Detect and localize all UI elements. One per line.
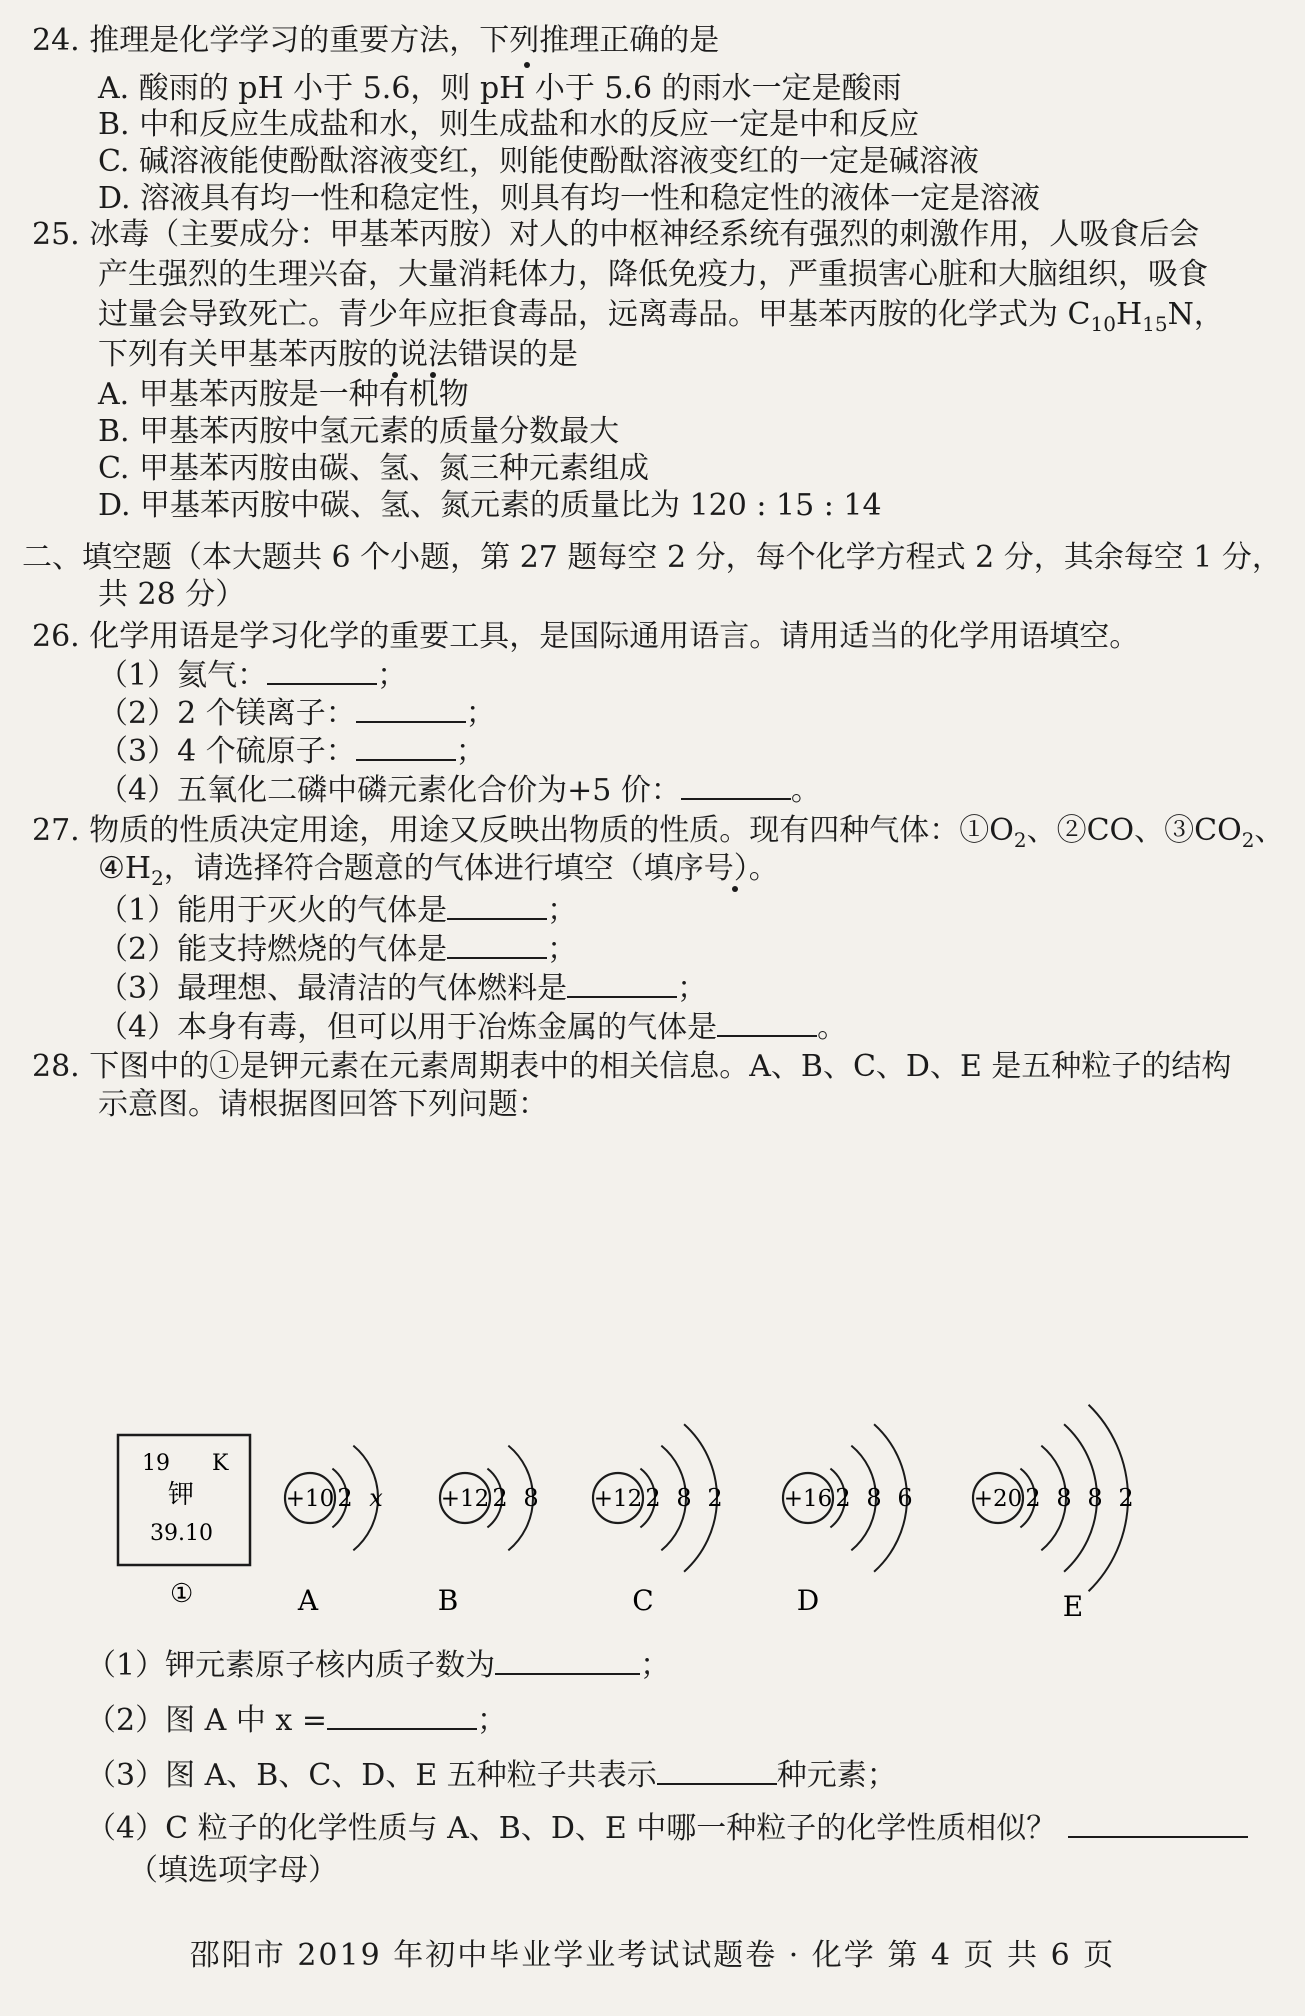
q24-option-d: D. 溶液具有均一性和稳定性，则具有均一性和稳定性的液体一定是溶液 xyxy=(98,181,1041,216)
q26-item-3: （3）4 个硫原子： ； xyxy=(98,731,486,771)
answer-blank[interactable] xyxy=(717,1007,817,1037)
shell-electron-count: x xyxy=(369,1484,383,1512)
section2-heading-cont: 共 28 分） xyxy=(98,577,246,612)
page-footer: 邵阳市 2019 年初中毕业学业考试试题卷 · 化学 第 4 页 共 6 页 xyxy=(189,1938,1116,1973)
shell-electron-count: 2 xyxy=(337,1484,353,1512)
shell-electron-count: 8 xyxy=(866,1484,882,1512)
q25-line-3: 过量会导致死亡。青少年应拒食毒品，远离毒品。甲基苯丙胺的化学式为 $C_{10}H_{15}N$， xyxy=(98,297,1224,336)
element-symbol: K xyxy=(212,1451,229,1476)
particle-label: D xyxy=(796,1584,820,1617)
q25-formula: $C_{10}H_{15}N$， xyxy=(1067,297,1224,336)
q24-option-a: A. 酸雨的 pH 小于 5.6，则 pH 小于 5.6 的雨水一定是酸雨 xyxy=(98,71,902,106)
atomic-number: 19 xyxy=(142,1451,170,1476)
answer-blank[interactable] xyxy=(267,655,377,685)
q27-item-1: （1）能用于灭火的气体是 ； xyxy=(98,890,577,930)
answer-blank[interactable] xyxy=(356,731,456,761)
q26-item-1: （1）氦气： ； xyxy=(98,655,407,695)
particle-diagram xyxy=(593,1424,723,1617)
nucleus-charge: +12 xyxy=(440,1486,490,1512)
q27-item-2: （2）能支持燃烧的气体是 ； xyxy=(98,929,577,969)
answer-blank[interactable] xyxy=(327,1700,477,1730)
q26-stem: 26. 化学用语是学习化学的重要工具，是国际通用语言。请用适当的化学用语填空。 xyxy=(32,619,1140,654)
particle-label: C xyxy=(632,1584,654,1617)
q24-stem: 24. 推理是化学学习的重要方法，下列推理正确的是 xyxy=(32,23,720,58)
nucleus-charge: +16 xyxy=(783,1486,833,1512)
particle-label: A xyxy=(297,1584,319,1617)
shell-electron-count: 2 xyxy=(1118,1484,1134,1512)
q27-item-4: （4）本身有毒，但可以用于冶炼金属的气体是 。 xyxy=(98,1007,847,1047)
q24-option-c: C. 碱溶液能使酚酞溶液变红，则能使酚酞溶液变红的一定是碱溶液 xyxy=(98,144,979,179)
emphasis-dot xyxy=(732,886,738,892)
shell-electron-count: 8 xyxy=(1056,1484,1072,1512)
q25-option-d: D. 甲基苯丙胺中碳、氢、氮元素的质量比为 120 : 15 : 14 xyxy=(98,488,882,523)
answer-blank[interactable] xyxy=(447,890,547,920)
answer-blank[interactable] xyxy=(681,770,791,800)
q28-item-3: （3）图 A、B、C、D、E 五种粒子共表示 种元素； xyxy=(86,1755,897,1795)
atomic-mass: 39.10 xyxy=(150,1521,213,1546)
atom-structure-figure xyxy=(0,1130,1305,1640)
particle-diagram xyxy=(783,1424,913,1617)
q26-item-2: （2）2 个镁离子： ； xyxy=(98,693,496,733)
particle-diagram xyxy=(285,1446,383,1617)
q28-line-1: 28. 下图中的①是钾元素在元素周期表中的相关信息。A、B、C、D、E 是五种粒子的结构 xyxy=(32,1049,1232,1084)
q25-line-2: 产生强烈的生理兴奋，大量消耗体力，降低免疫力，严重损害心脏和大脑组织，吸食 xyxy=(98,257,1208,292)
answer-blank[interactable] xyxy=(1068,1808,1248,1838)
q26-item-4: （4）五氧化二磷中磷元素化合价为+5 价： 。 xyxy=(98,770,821,810)
nucleus-charge: +12 xyxy=(593,1486,643,1512)
particle-label: E xyxy=(1062,1590,1084,1623)
section2-heading: 二、填空题（本大题共 6 个小题，第 27 题每空 2 分，每个化学方程式 2 分，其余每空 1 分， xyxy=(22,540,1282,575)
particle-diagram xyxy=(438,1446,539,1617)
nucleus-charge: +10 xyxy=(285,1486,335,1512)
q28-item-2: （2）图 A 中 x = ； xyxy=(86,1700,507,1740)
q24-option-b: B. 中和反应生成盐和水，则生成盐和水的反应一定是中和反应 xyxy=(98,107,920,142)
shell-electron-count: 2 xyxy=(492,1484,508,1512)
q27-item-3: （3）最理想、最清洁的气体燃料是 ； xyxy=(98,968,707,1008)
shell-electron-count: 2 xyxy=(835,1484,851,1512)
element-tile xyxy=(118,1435,250,1609)
answer-blank[interactable] xyxy=(495,1645,640,1675)
q28-note: （填选项字母） xyxy=(128,1853,338,1888)
answer-blank[interactable] xyxy=(657,1755,777,1785)
shell-electron-count: 2 xyxy=(707,1484,723,1512)
q25-line-4: 下列有关甲基苯丙胺的说法错误的是 xyxy=(98,337,578,372)
q27-line-2: $④H_2$，请选择符合题意的气体进行填空（填序号）。 xyxy=(98,851,779,890)
element-tile-label: ① xyxy=(170,1579,194,1609)
shell-electron-count: 2 xyxy=(1025,1484,1041,1512)
q28-item-4: （4）C 粒子的化学性质与 A、B、D、E 中哪一种粒子的化学性质相似？ xyxy=(86,1808,1248,1848)
q25-option-b: B. 甲基苯丙胺中氢元素的质量分数最大 xyxy=(98,414,620,449)
q27-line-1: 27. 物质的性质决定用途，用途又反映出物质的性质。现有四种气体：$①O_2$、②CO、$③CO_2$、 xyxy=(32,813,1285,852)
q25-line-1: 25. 冰毒（主要成分：甲基苯丙胺）对人的中枢神经系统有强烈的刺激作用，人吸食后会 xyxy=(32,217,1200,252)
q25-option-c: C. 甲基苯丙胺由碳、氢、氮三种元素组成 xyxy=(98,451,649,486)
emphasis-dot xyxy=(524,62,530,68)
answer-blank[interactable] xyxy=(447,929,547,959)
particle-label: B xyxy=(437,1584,459,1617)
nucleus-charge: +20 xyxy=(973,1486,1023,1512)
q28-line-2: 示意图。请根据图回答下列问题： xyxy=(98,1087,548,1122)
shell-electron-count: 8 xyxy=(523,1484,539,1512)
shell-electron-count: 8 xyxy=(676,1484,692,1512)
particle-diagram xyxy=(973,1405,1134,1623)
element-name: 钾 xyxy=(168,1480,195,1510)
answer-blank[interactable] xyxy=(356,693,466,723)
q28-item-1: （1）钾元素原子核内质子数为 ； xyxy=(86,1645,670,1685)
shell-electron-count: 6 xyxy=(897,1484,913,1512)
answer-blank[interactable] xyxy=(567,968,677,998)
shell-electron-count: 8 xyxy=(1087,1484,1103,1512)
q25-option-a: A. 甲基苯丙胺是一种有机物 xyxy=(98,377,469,412)
shell-electron-count: 2 xyxy=(645,1484,661,1512)
